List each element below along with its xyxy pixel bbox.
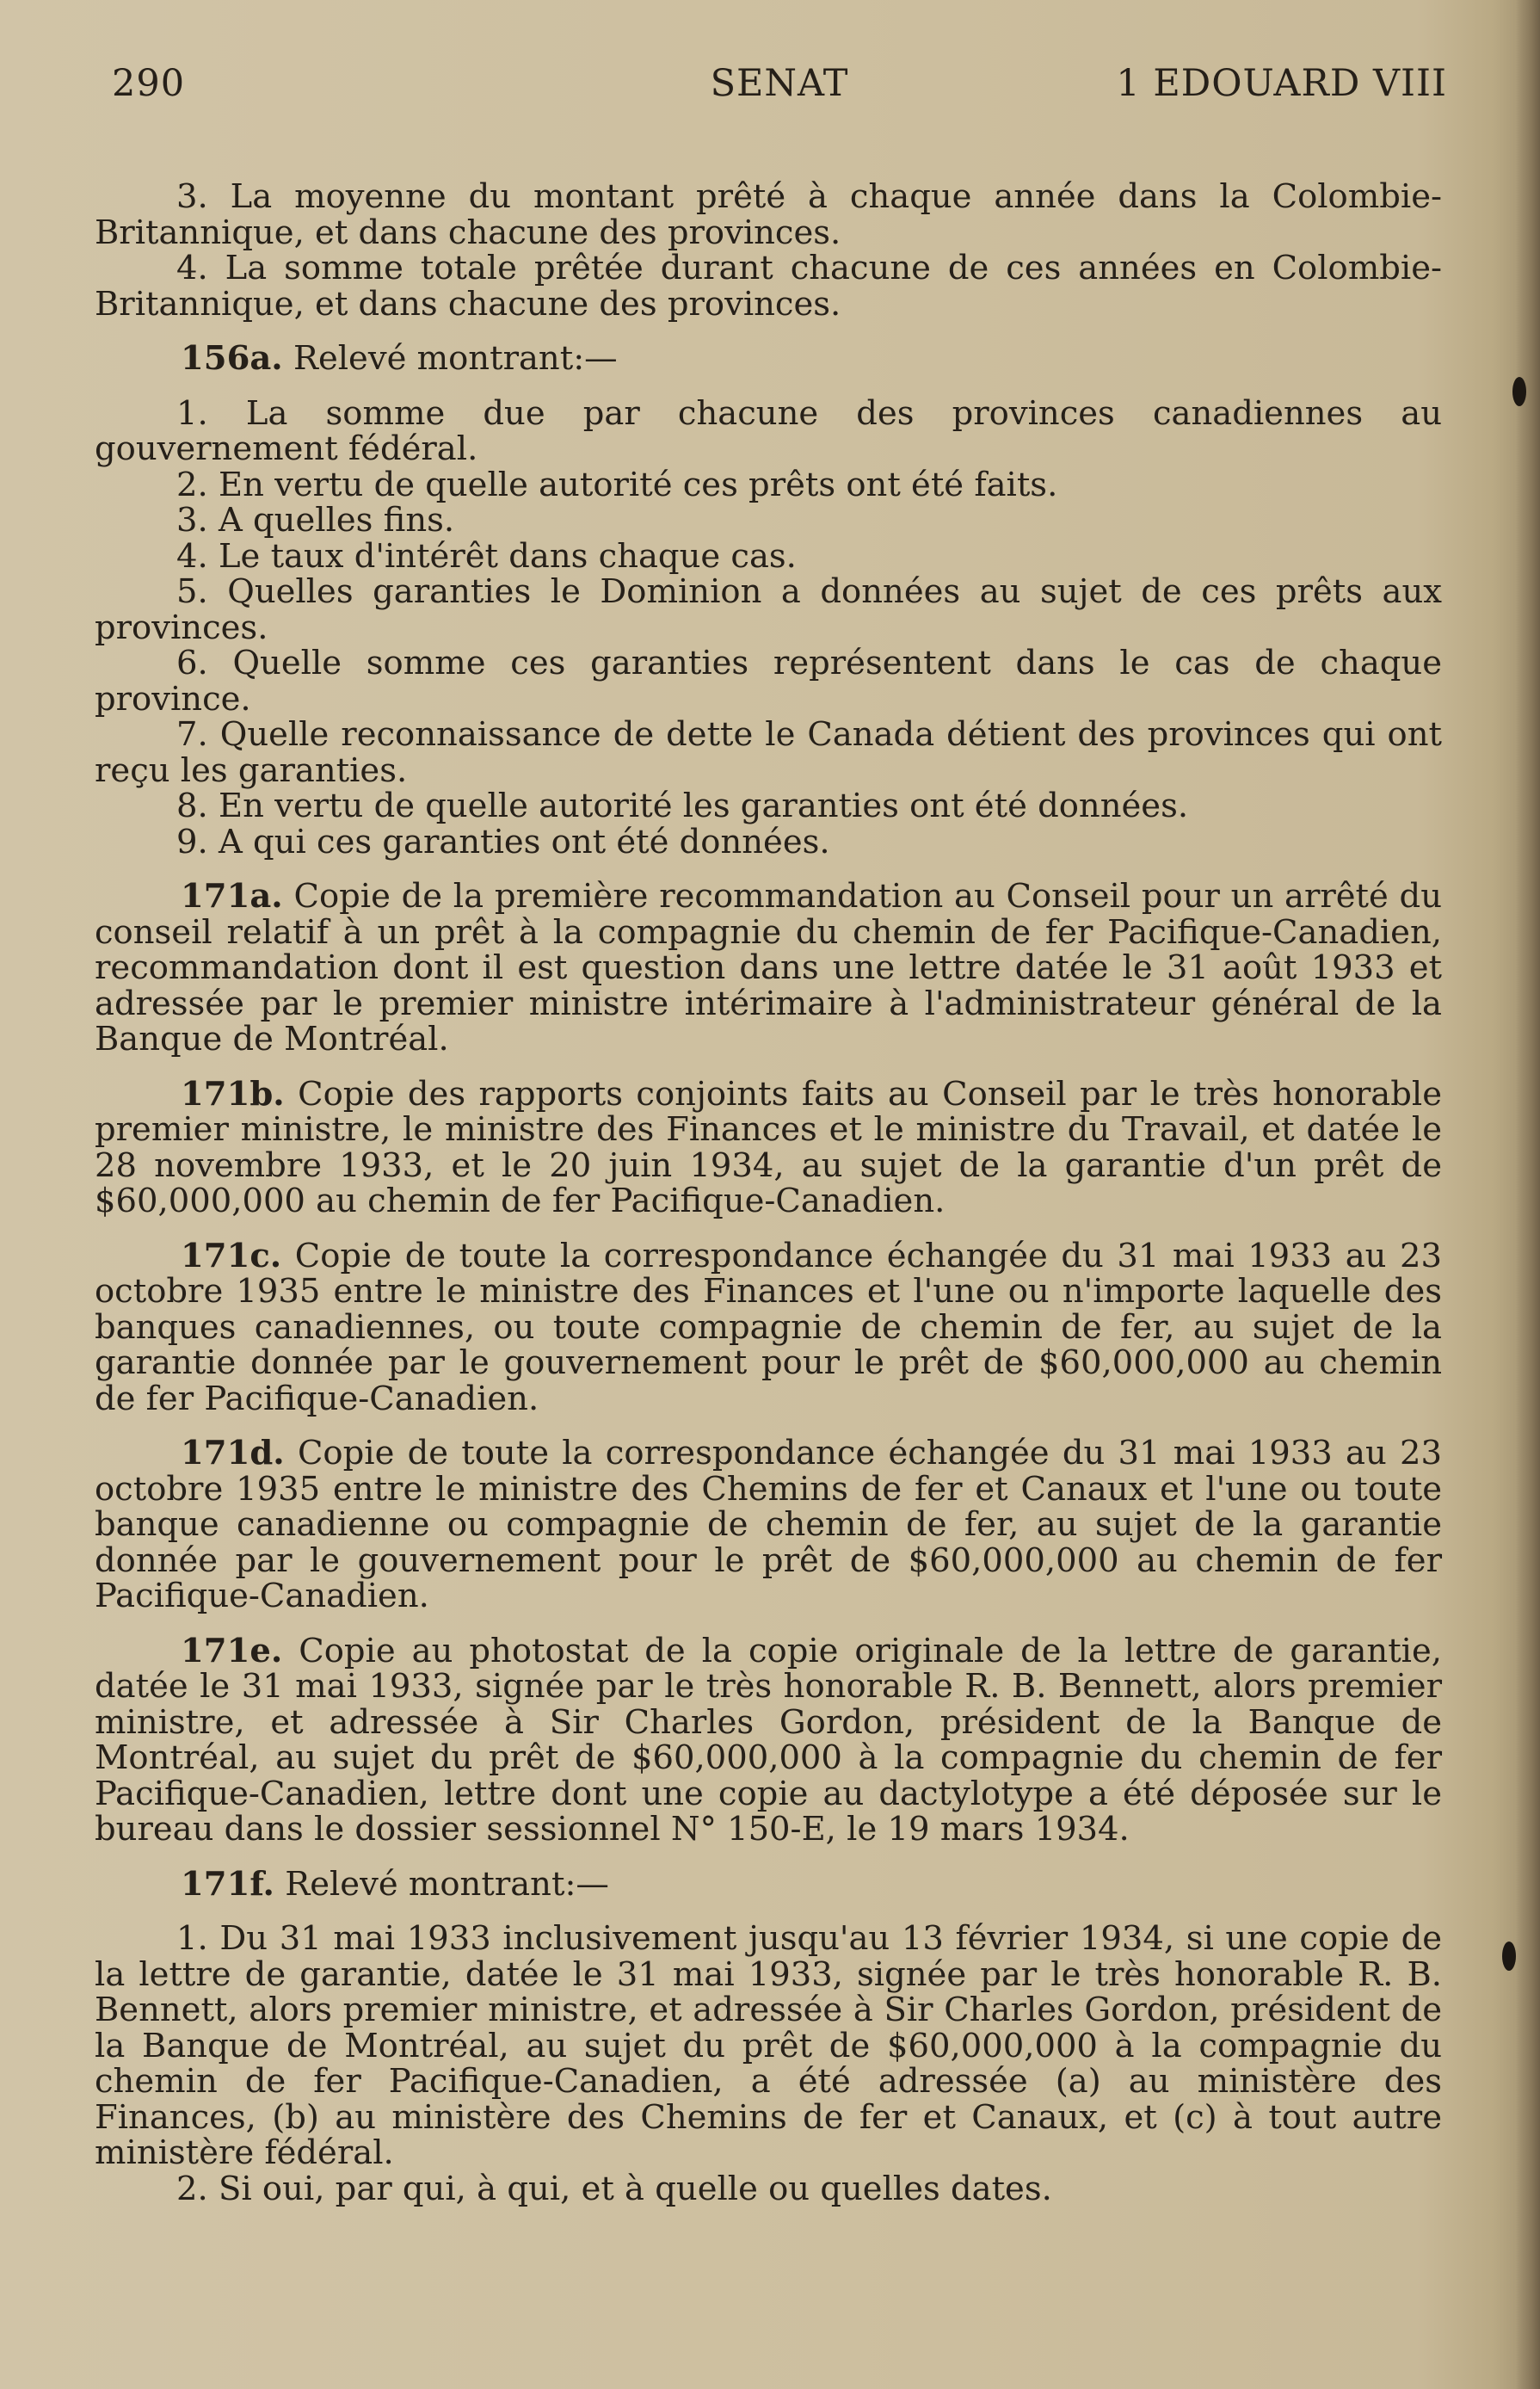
return-entry xyxy=(95,1435,1442,1614)
item-number: 9. xyxy=(176,822,208,861)
entry-text: Copie de toute la correspondance échangée du 31 mai 1933 au 23 octobre 1935 entre le ministre des Chemins de fer et Canaux et l'une ou toute banque canadienne ou compagnie de chemin de fer, au sujet de la garantie donnée par le gouvernement pour le prêt de $60,000,000 au chemin de fer Pacifique-Canadien. xyxy=(95,1434,1443,1615)
item-text: Si oui, par qui, à qui, et à quelle ou quelles dates. xyxy=(218,2169,1052,2208)
item-number: 7. xyxy=(176,715,208,754)
item-text: A quelles fins. xyxy=(218,501,455,540)
header-session: 1 EDOUARD VIII xyxy=(1116,62,1447,105)
entry-text: Copie de toute la correspondance échangée du 31 mai 1933 au 23 octobre 1935 entre le ministre des Finances et l'une ou n'importe laquelle des banques canadiennes, ou toute compagnie de chemin de fer, au sujet de la garantie donnée par le gouvernement pour le prêt de $60,000,000 au chemin de fer Pacifique-Canadien. xyxy=(95,1236,1442,1418)
return-entry xyxy=(95,341,1442,377)
item-number: 4. xyxy=(176,249,208,287)
item-number: 4. xyxy=(176,536,208,576)
item-text: La somme due par chacune des provinces canadiennes au gouvernement fédéral. xyxy=(95,393,1442,468)
item-text: A qui ces garanties ont été données. xyxy=(218,822,830,861)
item-number: 2. xyxy=(176,465,208,504)
entry-number: 171c. xyxy=(181,1236,282,1275)
entry-number: 171e. xyxy=(181,1631,283,1670)
list-item xyxy=(95,2171,1442,2207)
list-item xyxy=(95,250,1442,322)
item-text: Du 31 mai 1933 inclusivement jusqu'au 13 février 1934, si une copie de la lettre de garantie, datée le 31 mai 1933, signée par le très honorable R. B. Bennett, alors premier ministre, et adressée à Sir Charles Gordon, président de la Banque de Montréal, au sujet du prêt de $60,000,000 à la compagnie du chemin de fer Pacifique-Canadien, a été adressée (a) au ministère des Finances, (b) au ministère des Chemins de fer et Canaux, et (c) à tout autre ministère fédéral. xyxy=(95,1919,1442,2172)
list-item xyxy=(95,574,1442,645)
item-number: 3. xyxy=(176,177,208,216)
entry-number: 156a. xyxy=(181,339,283,378)
item-number: 1. xyxy=(176,1919,208,1958)
return-entry xyxy=(95,1633,1442,1848)
entry-text: Copie des rapports conjoints faits au Conseil par le très honorable premier ministre, le ministre des Finances et le ministre du Travail, et datée le 28 novembre 1933, et le 20 juin 1934, au sujet de la garantie d'un prêt de $60,000,000 au chemin de fer Pacifique-Canadien. xyxy=(95,1074,1442,1220)
return-entry xyxy=(95,1864,1442,1904)
return-entry xyxy=(95,879,1442,1058)
list-item xyxy=(95,393,1442,468)
item-number: 1. xyxy=(176,393,208,433)
page-edge-shadow xyxy=(1516,0,1540,2389)
binding-mark xyxy=(1502,1941,1516,1971)
document-body xyxy=(95,179,1442,2207)
running-header xyxy=(112,62,1447,114)
entry-number: 171f. xyxy=(181,1864,274,1904)
entry-number: 171b. xyxy=(181,1074,285,1114)
list-item xyxy=(95,467,1442,503)
item-text: La moyenne du montant prêté à chaque année dans la Colombie-Britannique, et dans chacune des provinces. xyxy=(95,177,1442,252)
list-item xyxy=(95,536,1442,576)
list-item xyxy=(95,824,1442,861)
item-number: 2. xyxy=(176,2169,208,2208)
entry-text: Copie au photostat de la copie originale de la lettre de garantie, datée le 31 mai 1933, signée par le très honorable R. B. Bennett, alors premier ministre, et adressée à Sir Charles Gordon, président de la Banque de Montréal, au sujet du prêt de $60,000,000 à la compagnie du chemin de fer Pacifique-Canadien, lettre dont une copie au dactylotype a été déposée sur le bureau dans le dossier sessionnel N° 150-E, le 19 mars 1934. xyxy=(95,1631,1442,1849)
item-text: En vertu de quelle autorité ces prêts ont été faits. xyxy=(218,465,1058,504)
list-item xyxy=(95,645,1442,717)
item-text: Quelles garanties le Dominion a données au sujet de ces prêts aux provinces. xyxy=(95,572,1442,647)
item-number: 3. xyxy=(176,501,208,540)
item-text: En vertu de quelle autorité les garanties ont été données. xyxy=(218,787,1189,825)
binding-mark xyxy=(1512,377,1526,406)
item-text: Quelle reconnaissance de dette le Canada détient des provinces qui ont reçu les garanties. xyxy=(95,715,1442,790)
item-number: 5. xyxy=(176,572,208,611)
return-entry xyxy=(95,1238,1442,1417)
entry-text: Relevé montrant:— xyxy=(285,1864,609,1904)
page-number: 290 xyxy=(112,62,186,105)
item-number: 6. xyxy=(176,644,208,682)
list-item xyxy=(95,788,1442,824)
entry-text: Copie de la première recommandation au Conseil pour un arrêté du conseil relatif à un prêt à la compagnie du chemin de fer Pacifique-Canadien, recommandation dont il est question dans une lettre datée le 31 août 1933 et adressée par le premier ministre intérimaire à l'administrateur général de la Banque de Montréal. xyxy=(95,877,1442,1059)
item-text: Quelle somme ces garanties représentent dans le cas de chaque province. xyxy=(95,644,1442,719)
entry-number: 171d. xyxy=(181,1434,285,1472)
list-item xyxy=(95,1921,1442,2171)
item-text: Le taux d'intérêt dans chaque cas. xyxy=(218,536,797,576)
item-number: 8. xyxy=(176,787,208,825)
entry-text: Relevé montrant:— xyxy=(293,339,618,378)
return-entry xyxy=(95,1074,1442,1220)
item-text: La somme totale prêtée durant chacune de ces années en Colombie-Britannique, et dans chacune des provinces. xyxy=(95,249,1442,324)
list-item xyxy=(95,503,1442,539)
header-title: SENAT xyxy=(710,62,849,105)
entry-number: 171a. xyxy=(181,877,283,916)
list-item xyxy=(95,179,1442,250)
list-item xyxy=(95,717,1442,788)
